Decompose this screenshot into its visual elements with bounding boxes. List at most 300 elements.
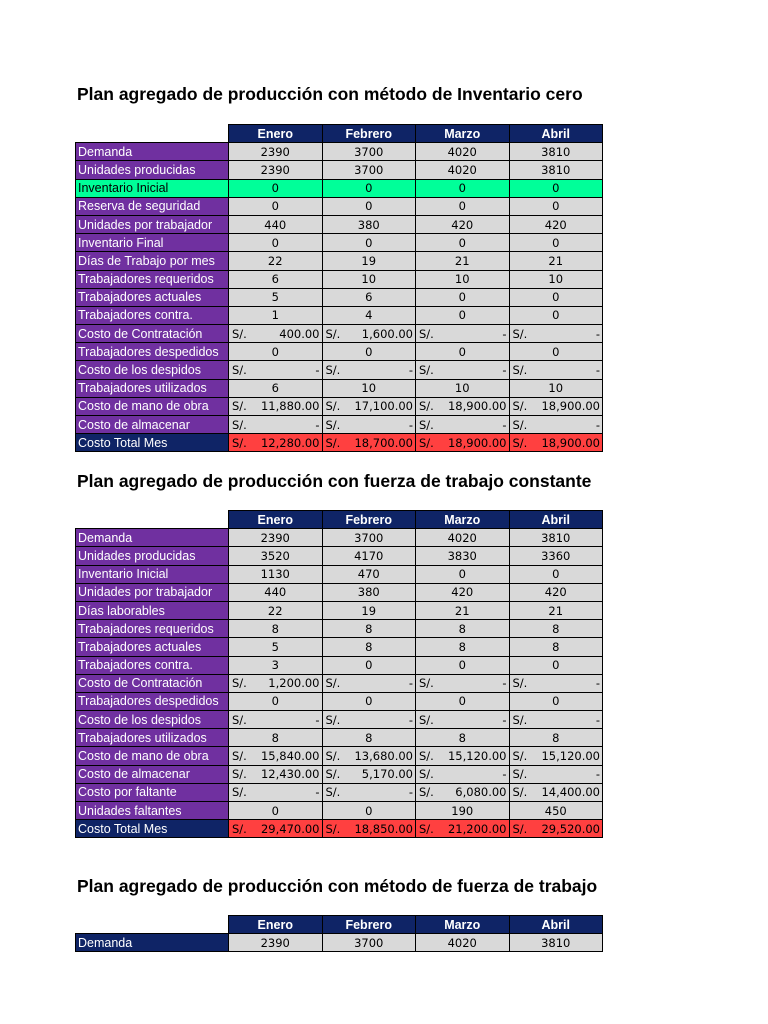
currency-amount: - (595, 363, 600, 378)
section-title: Plan agregado de producción con fuerza de trabajo constante (77, 471, 592, 491)
value-cell[interactable]: 6 (322, 288, 416, 306)
currency-amount: 6,080.00 (455, 785, 507, 800)
table-row (76, 343, 603, 361)
currency-amount: - (595, 767, 600, 782)
month-header[interactable]: Enero (229, 511, 323, 529)
value-cell[interactable]: 4020 (416, 529, 510, 547)
currency-symbol: S/. (325, 417, 341, 432)
currency-symbol: S/. (232, 435, 247, 450)
value-cell[interactable]: 380 (322, 583, 416, 601)
value-cell[interactable] (229, 711, 323, 729)
value-cell[interactable]: 2390 (229, 143, 323, 161)
table-row (76, 711, 603, 729)
value-cell[interactable]: 10 (322, 379, 416, 397)
value-cell[interactable]: 0 (229, 343, 323, 361)
row-label[interactable]: Unidades faltantes (76, 802, 229, 820)
value-cell[interactable]: 0 (509, 179, 603, 197)
currency-symbol: S/. (419, 785, 434, 800)
value-cell[interactable]: 8 (322, 620, 416, 638)
value-cell[interactable] (509, 820, 603, 838)
currency-amount: 29,470.00 (260, 821, 320, 836)
currency-amount: 5,170.00 (361, 767, 413, 782)
row-label[interactable]: Costo Total Mes (76, 434, 229, 452)
table-row (76, 638, 603, 656)
value-cell[interactable]: 5 (229, 288, 323, 306)
currency-amount: - (502, 326, 507, 341)
value-cell[interactable]: 0 (509, 306, 603, 324)
value-cell[interactable]: 4 (322, 306, 416, 324)
value-cell[interactable]: 22 (229, 252, 323, 270)
currency-symbol: S/. (325, 326, 341, 341)
value-cell[interactable]: 0 (229, 197, 323, 215)
table-row (76, 252, 603, 270)
row-label[interactable]: Trabajadores utilizados (76, 379, 229, 397)
value-cell[interactable]: 10 (509, 270, 603, 288)
value-cell[interactable] (229, 434, 323, 452)
table-row (76, 234, 603, 252)
row-label[interactable]: Inventario Inicial (76, 179, 229, 197)
value-cell[interactable]: 3700 (322, 143, 416, 161)
plan-table (75, 124, 603, 452)
currency-amount: 11,880.00 (260, 399, 320, 414)
value-cell[interactable]: 0 (322, 802, 416, 820)
currency-amount: 18,900.00 (541, 435, 600, 450)
row-label[interactable]: Trabajadores requeridos (76, 270, 229, 288)
month-header[interactable]: Marzo (416, 511, 510, 529)
value-cell[interactable]: 8 (509, 620, 603, 638)
value-cell[interactable]: 420 (509, 215, 603, 233)
currency-amount: - (315, 712, 320, 727)
currency-symbol: S/. (419, 399, 434, 414)
value-cell[interactable] (509, 765, 603, 783)
currency-symbol: S/. (512, 326, 528, 341)
table-row (76, 565, 603, 583)
value-cell[interactable] (322, 765, 416, 783)
value-cell[interactable]: 1 (229, 306, 323, 324)
value-cell[interactable]: 6 (229, 379, 323, 397)
value-cell[interactable]: 4170 (322, 547, 416, 565)
value-cell[interactable] (509, 325, 603, 343)
value-cell[interactable]: 2390 (229, 934, 323, 952)
currency-symbol: S/. (325, 712, 341, 727)
row-label[interactable]: Costo Total Mes (76, 820, 229, 838)
currency-symbol: S/. (512, 676, 528, 691)
currency-amount: - (595, 417, 600, 432)
currency-amount: 1,600.00 (361, 326, 413, 341)
value-cell[interactable] (416, 765, 510, 783)
value-cell[interactable]: 420 (416, 583, 510, 601)
currency-amount: - (408, 417, 413, 432)
currency-amount: 29,520.00 (541, 821, 600, 836)
currency-symbol: S/. (419, 767, 434, 782)
value-cell[interactable]: 3810 (509, 143, 603, 161)
row-label[interactable]: Demanda (76, 529, 229, 547)
currency-symbol: S/. (325, 399, 341, 414)
currency-symbol: S/. (325, 767, 341, 782)
currency-symbol: S/. (512, 417, 528, 432)
row-label[interactable]: Trabajadores contra. (76, 656, 229, 674)
value-cell[interactable]: 21 (509, 601, 603, 619)
value-cell[interactable] (229, 765, 323, 783)
currency-symbol: S/. (325, 749, 341, 764)
value-cell[interactable]: 4020 (416, 934, 510, 952)
blank-corner-cell (76, 125, 229, 143)
value-cell[interactable]: 19 (322, 252, 416, 270)
currency-amount: - (408, 712, 413, 727)
value-cell[interactable] (509, 711, 603, 729)
value-cell[interactable]: 8 (509, 729, 603, 747)
currency-amount: 15,120.00 (447, 749, 507, 764)
value-cell[interactable]: 0 (322, 179, 416, 197)
value-cell[interactable]: 380 (322, 215, 416, 233)
value-cell[interactable] (416, 747, 510, 765)
blank-corner-cell (76, 511, 229, 529)
value-cell[interactable]: 3520 (229, 547, 323, 565)
value-cell[interactable]: 8 (322, 638, 416, 656)
plan-table (75, 510, 603, 838)
value-cell[interactable]: 2390 (229, 529, 323, 547)
table-row (76, 288, 603, 306)
currency-symbol: S/. (512, 785, 528, 800)
table-row (76, 397, 603, 415)
value-cell[interactable]: 3700 (322, 529, 416, 547)
currency-symbol: S/. (325, 821, 341, 836)
value-cell[interactable]: 6 (229, 270, 323, 288)
value-cell[interactable]: 3700 (322, 934, 416, 952)
currency-amount: 400.00 (279, 326, 320, 341)
table-row (76, 529, 603, 547)
month-header[interactable]: Febrero (322, 125, 416, 143)
value-cell[interactable]: 3360 (509, 547, 603, 565)
value-cell[interactable] (416, 783, 510, 801)
table-row (76, 434, 603, 452)
value-cell[interactable]: 420 (416, 215, 510, 233)
table-row (76, 729, 603, 747)
currency-amount: 15,120.00 (541, 749, 600, 764)
currency-amount: 12,430.00 (260, 767, 320, 782)
value-cell[interactable]: 21 (416, 601, 510, 619)
value-cell[interactable]: 470 (322, 565, 416, 583)
value-cell[interactable] (509, 434, 603, 452)
value-cell[interactable]: 1130 (229, 565, 323, 583)
header-row (76, 511, 603, 529)
value-cell[interactable]: 0 (509, 343, 603, 361)
blank-corner-cell (76, 916, 229, 934)
month-header[interactable]: Enero (229, 125, 323, 143)
value-cell[interactable]: 10 (416, 379, 510, 397)
value-cell[interactable] (322, 397, 416, 415)
currency-amount: 18,900.00 (541, 399, 600, 414)
row-label[interactable]: Trabajadores despedidos (76, 343, 229, 361)
row-label[interactable]: Costo de Contratación (76, 674, 229, 692)
value-cell[interactable] (229, 361, 323, 379)
table-row (76, 601, 603, 619)
table-row (76, 306, 603, 324)
currency-amount: 18,850.00 (354, 821, 413, 836)
currency-symbol: S/. (325, 435, 341, 450)
value-cell[interactable]: 4020 (416, 161, 510, 179)
value-cell[interactable]: 0 (229, 234, 323, 252)
currency-amount: 18,700.00 (354, 435, 413, 450)
currency-amount: - (315, 363, 320, 378)
value-cell[interactable] (322, 674, 416, 692)
value-cell[interactable]: 0 (416, 288, 510, 306)
row-label[interactable]: Trabajadores contra. (76, 306, 229, 324)
currency-amount: - (315, 417, 320, 432)
value-cell[interactable] (416, 416, 510, 434)
value-cell[interactable]: 0 (509, 692, 603, 710)
row-label[interactable]: Trabajadores despedidos (76, 692, 229, 710)
value-cell[interactable]: 420 (509, 583, 603, 601)
value-cell[interactable] (509, 783, 603, 801)
value-cell[interactable]: 19 (322, 601, 416, 619)
currency-symbol: S/. (512, 749, 528, 764)
month-header[interactable]: Enero (229, 916, 323, 934)
currency-amount: 13,680.00 (354, 749, 413, 764)
value-cell[interactable]: 0 (509, 234, 603, 252)
table-row (76, 215, 603, 233)
currency-symbol: S/. (232, 785, 247, 800)
value-cell[interactable] (322, 711, 416, 729)
value-cell[interactable]: 0 (322, 197, 416, 215)
value-cell[interactable]: 0 (509, 288, 603, 306)
currency-symbol: S/. (419, 435, 434, 450)
currency-amount: 17,100.00 (354, 399, 413, 414)
value-cell[interactable] (322, 747, 416, 765)
table-row (76, 270, 603, 288)
value-cell[interactable]: 0 (416, 565, 510, 583)
value-cell[interactable]: 21 (509, 252, 603, 270)
table-row (76, 674, 603, 692)
currency-amount: 18,900.00 (447, 399, 507, 414)
row-label[interactable]: Costo de los despidos (76, 711, 229, 729)
value-cell[interactable] (509, 747, 603, 765)
value-cell[interactable]: 0 (416, 234, 510, 252)
month-header[interactable]: Abril (509, 916, 603, 934)
currency-amount: - (595, 712, 600, 727)
value-cell[interactable]: 0 (322, 692, 416, 710)
value-cell[interactable]: 8 (229, 620, 323, 638)
row-label[interactable]: Demanda (76, 143, 229, 161)
currency-amount: 18,900.00 (447, 435, 507, 450)
section-title: Plan agregado de producción con método de fuerza de trabajo (77, 876, 598, 896)
table-row (76, 325, 603, 343)
value-cell[interactable]: 3700 (322, 161, 416, 179)
value-cell[interactable]: 0 (229, 179, 323, 197)
row-label[interactable]: Unidades por trabajador (76, 583, 229, 601)
currency-symbol: S/. (419, 363, 434, 378)
value-cell[interactable] (229, 416, 323, 434)
currency-amount: - (595, 676, 600, 691)
value-cell[interactable]: 10 (416, 270, 510, 288)
table-row (76, 361, 603, 379)
month-header[interactable]: Abril (509, 125, 603, 143)
table-row (76, 197, 603, 215)
row-label[interactable]: Trabajadores utilizados (76, 729, 229, 747)
currency-symbol: S/. (232, 676, 247, 691)
value-cell[interactable]: 10 (509, 379, 603, 397)
value-cell[interactable] (322, 434, 416, 452)
table-row (76, 656, 603, 674)
currency-amount: - (502, 676, 507, 691)
row-label[interactable]: Días laborables (76, 601, 229, 619)
row-label[interactable]: Trabajadores actuales (76, 288, 229, 306)
value-cell[interactable]: 190 (416, 802, 510, 820)
currency-amount: - (408, 785, 413, 800)
value-cell[interactable] (229, 674, 323, 692)
table-row (76, 379, 603, 397)
currency-symbol: S/. (419, 326, 434, 341)
value-cell[interactable] (416, 711, 510, 729)
currency-amount: 15,840.00 (260, 749, 320, 764)
value-cell[interactable]: 440 (229, 583, 323, 601)
value-cell[interactable]: 450 (509, 802, 603, 820)
value-cell[interactable] (416, 674, 510, 692)
row-label[interactable]: Costo de mano de obra (76, 397, 229, 415)
value-cell[interactable] (509, 361, 603, 379)
value-cell[interactable]: 21 (416, 252, 510, 270)
row-label[interactable]: Costo por faltante (76, 783, 229, 801)
row-label[interactable]: Unidades producidas (76, 161, 229, 179)
value-cell[interactable] (322, 416, 416, 434)
table-row (76, 179, 603, 197)
month-header[interactable]: Marzo (416, 916, 510, 934)
currency-symbol: S/. (232, 767, 247, 782)
value-cell[interactable]: 3810 (509, 529, 603, 547)
value-cell[interactable] (416, 325, 510, 343)
currency-symbol: S/. (512, 435, 528, 450)
currency-symbol: S/. (232, 712, 247, 727)
currency-amount: - (408, 363, 413, 378)
currency-symbol: S/. (419, 821, 434, 836)
value-cell[interactable] (509, 416, 603, 434)
value-cell[interactable]: 3830 (416, 547, 510, 565)
row-label[interactable]: Costo de mano de obra (76, 747, 229, 765)
row-label[interactable]: Inventario Final (76, 234, 229, 252)
section-title: Plan agregado de producción con método de Inventario cero (77, 84, 583, 104)
row-label[interactable]: Costo de almacenar (76, 416, 229, 434)
currency-symbol: S/. (232, 749, 247, 764)
currency-symbol: S/. (232, 399, 247, 414)
currency-amount: 1,200.00 (268, 676, 320, 691)
row-label[interactable]: Costo de almacenar (76, 765, 229, 783)
value-cell[interactable] (229, 783, 323, 801)
table-row (76, 583, 603, 601)
value-cell[interactable] (229, 325, 323, 343)
row-label[interactable]: Trabajadores actuales (76, 638, 229, 656)
currency-amount: - (595, 326, 600, 341)
row-label[interactable]: Unidades producidas (76, 547, 229, 565)
value-cell[interactable]: 0 (416, 179, 510, 197)
month-header[interactable]: Abril (509, 511, 603, 529)
value-cell[interactable] (416, 434, 510, 452)
value-cell[interactable]: 0 (229, 802, 323, 820)
value-cell[interactable]: 8 (416, 620, 510, 638)
row-label[interactable]: Unidades por trabajador (76, 215, 229, 233)
value-cell[interactable]: 8 (509, 638, 603, 656)
value-cell[interactable] (416, 820, 510, 838)
value-cell[interactable]: 3810 (509, 934, 603, 952)
currency-symbol: S/. (232, 821, 247, 836)
table-row (76, 747, 603, 765)
value-cell[interactable]: 0 (322, 656, 416, 674)
table-row (76, 802, 603, 820)
value-cell[interactable] (229, 820, 323, 838)
value-cell[interactable]: 0 (229, 692, 323, 710)
plan-table (75, 915, 603, 952)
currency-amount: - (502, 712, 507, 727)
value-cell[interactable]: 0 (509, 565, 603, 583)
value-cell[interactable]: 5 (229, 638, 323, 656)
row-label[interactable]: Costo de los despidos (76, 361, 229, 379)
currency-symbol: S/. (512, 767, 528, 782)
value-cell[interactable]: 8 (416, 729, 510, 747)
value-cell[interactable]: 0 (322, 234, 416, 252)
row-label[interactable]: Inventario Inicial (76, 565, 229, 583)
value-cell[interactable] (322, 783, 416, 801)
value-cell[interactable]: 0 (416, 343, 510, 361)
currency-symbol: S/. (325, 785, 341, 800)
value-cell[interactable]: 0 (509, 197, 603, 215)
currency-symbol: S/. (512, 821, 528, 836)
value-cell[interactable]: 3 (229, 656, 323, 674)
value-cell[interactable]: 0 (322, 343, 416, 361)
value-cell[interactable] (416, 361, 510, 379)
value-cell[interactable]: 22 (229, 601, 323, 619)
currency-symbol: S/. (419, 712, 434, 727)
value-cell[interactable]: 8 (322, 729, 416, 747)
value-cell[interactable]: 4020 (416, 143, 510, 161)
value-cell[interactable] (509, 674, 603, 692)
value-cell[interactable] (322, 820, 416, 838)
currency-symbol: S/. (232, 417, 247, 432)
value-cell[interactable]: 0 (416, 656, 510, 674)
value-cell[interactable]: 3810 (509, 161, 603, 179)
currency-amount: - (408, 676, 413, 691)
month-header[interactable]: Febrero (322, 511, 416, 529)
value-cell[interactable]: 0 (416, 197, 510, 215)
currency-amount: - (502, 767, 507, 782)
month-header[interactable]: Marzo (416, 125, 510, 143)
currency-symbol: S/. (512, 363, 528, 378)
value-cell[interactable]: 10 (322, 270, 416, 288)
row-label[interactable]: Días de Trabajo por mes (76, 252, 229, 270)
month-header[interactable]: Febrero (322, 916, 416, 934)
value-cell[interactable] (322, 361, 416, 379)
value-cell[interactable] (229, 397, 323, 415)
value-cell[interactable]: 2390 (229, 161, 323, 179)
value-cell[interactable]: 0 (416, 692, 510, 710)
value-cell[interactable] (322, 325, 416, 343)
row-label[interactable]: Demanda (76, 934, 229, 952)
value-cell[interactable]: 440 (229, 215, 323, 233)
header-row (76, 916, 603, 934)
row-label[interactable]: Trabajadores requeridos (76, 620, 229, 638)
value-cell[interactable]: 0 (416, 306, 510, 324)
row-label[interactable]: Reserva de seguridad (76, 197, 229, 215)
row-label[interactable]: Costo de Contratación (76, 325, 229, 343)
value-cell[interactable]: 0 (509, 656, 603, 674)
value-cell[interactable]: 8 (229, 729, 323, 747)
value-cell[interactable] (509, 397, 603, 415)
value-cell[interactable] (229, 747, 323, 765)
currency-symbol: S/. (232, 363, 247, 378)
value-cell[interactable] (416, 397, 510, 415)
table-row (76, 620, 603, 638)
value-cell[interactable]: 8 (416, 638, 510, 656)
currency-amount: - (502, 417, 507, 432)
currency-symbol: S/. (232, 326, 247, 341)
